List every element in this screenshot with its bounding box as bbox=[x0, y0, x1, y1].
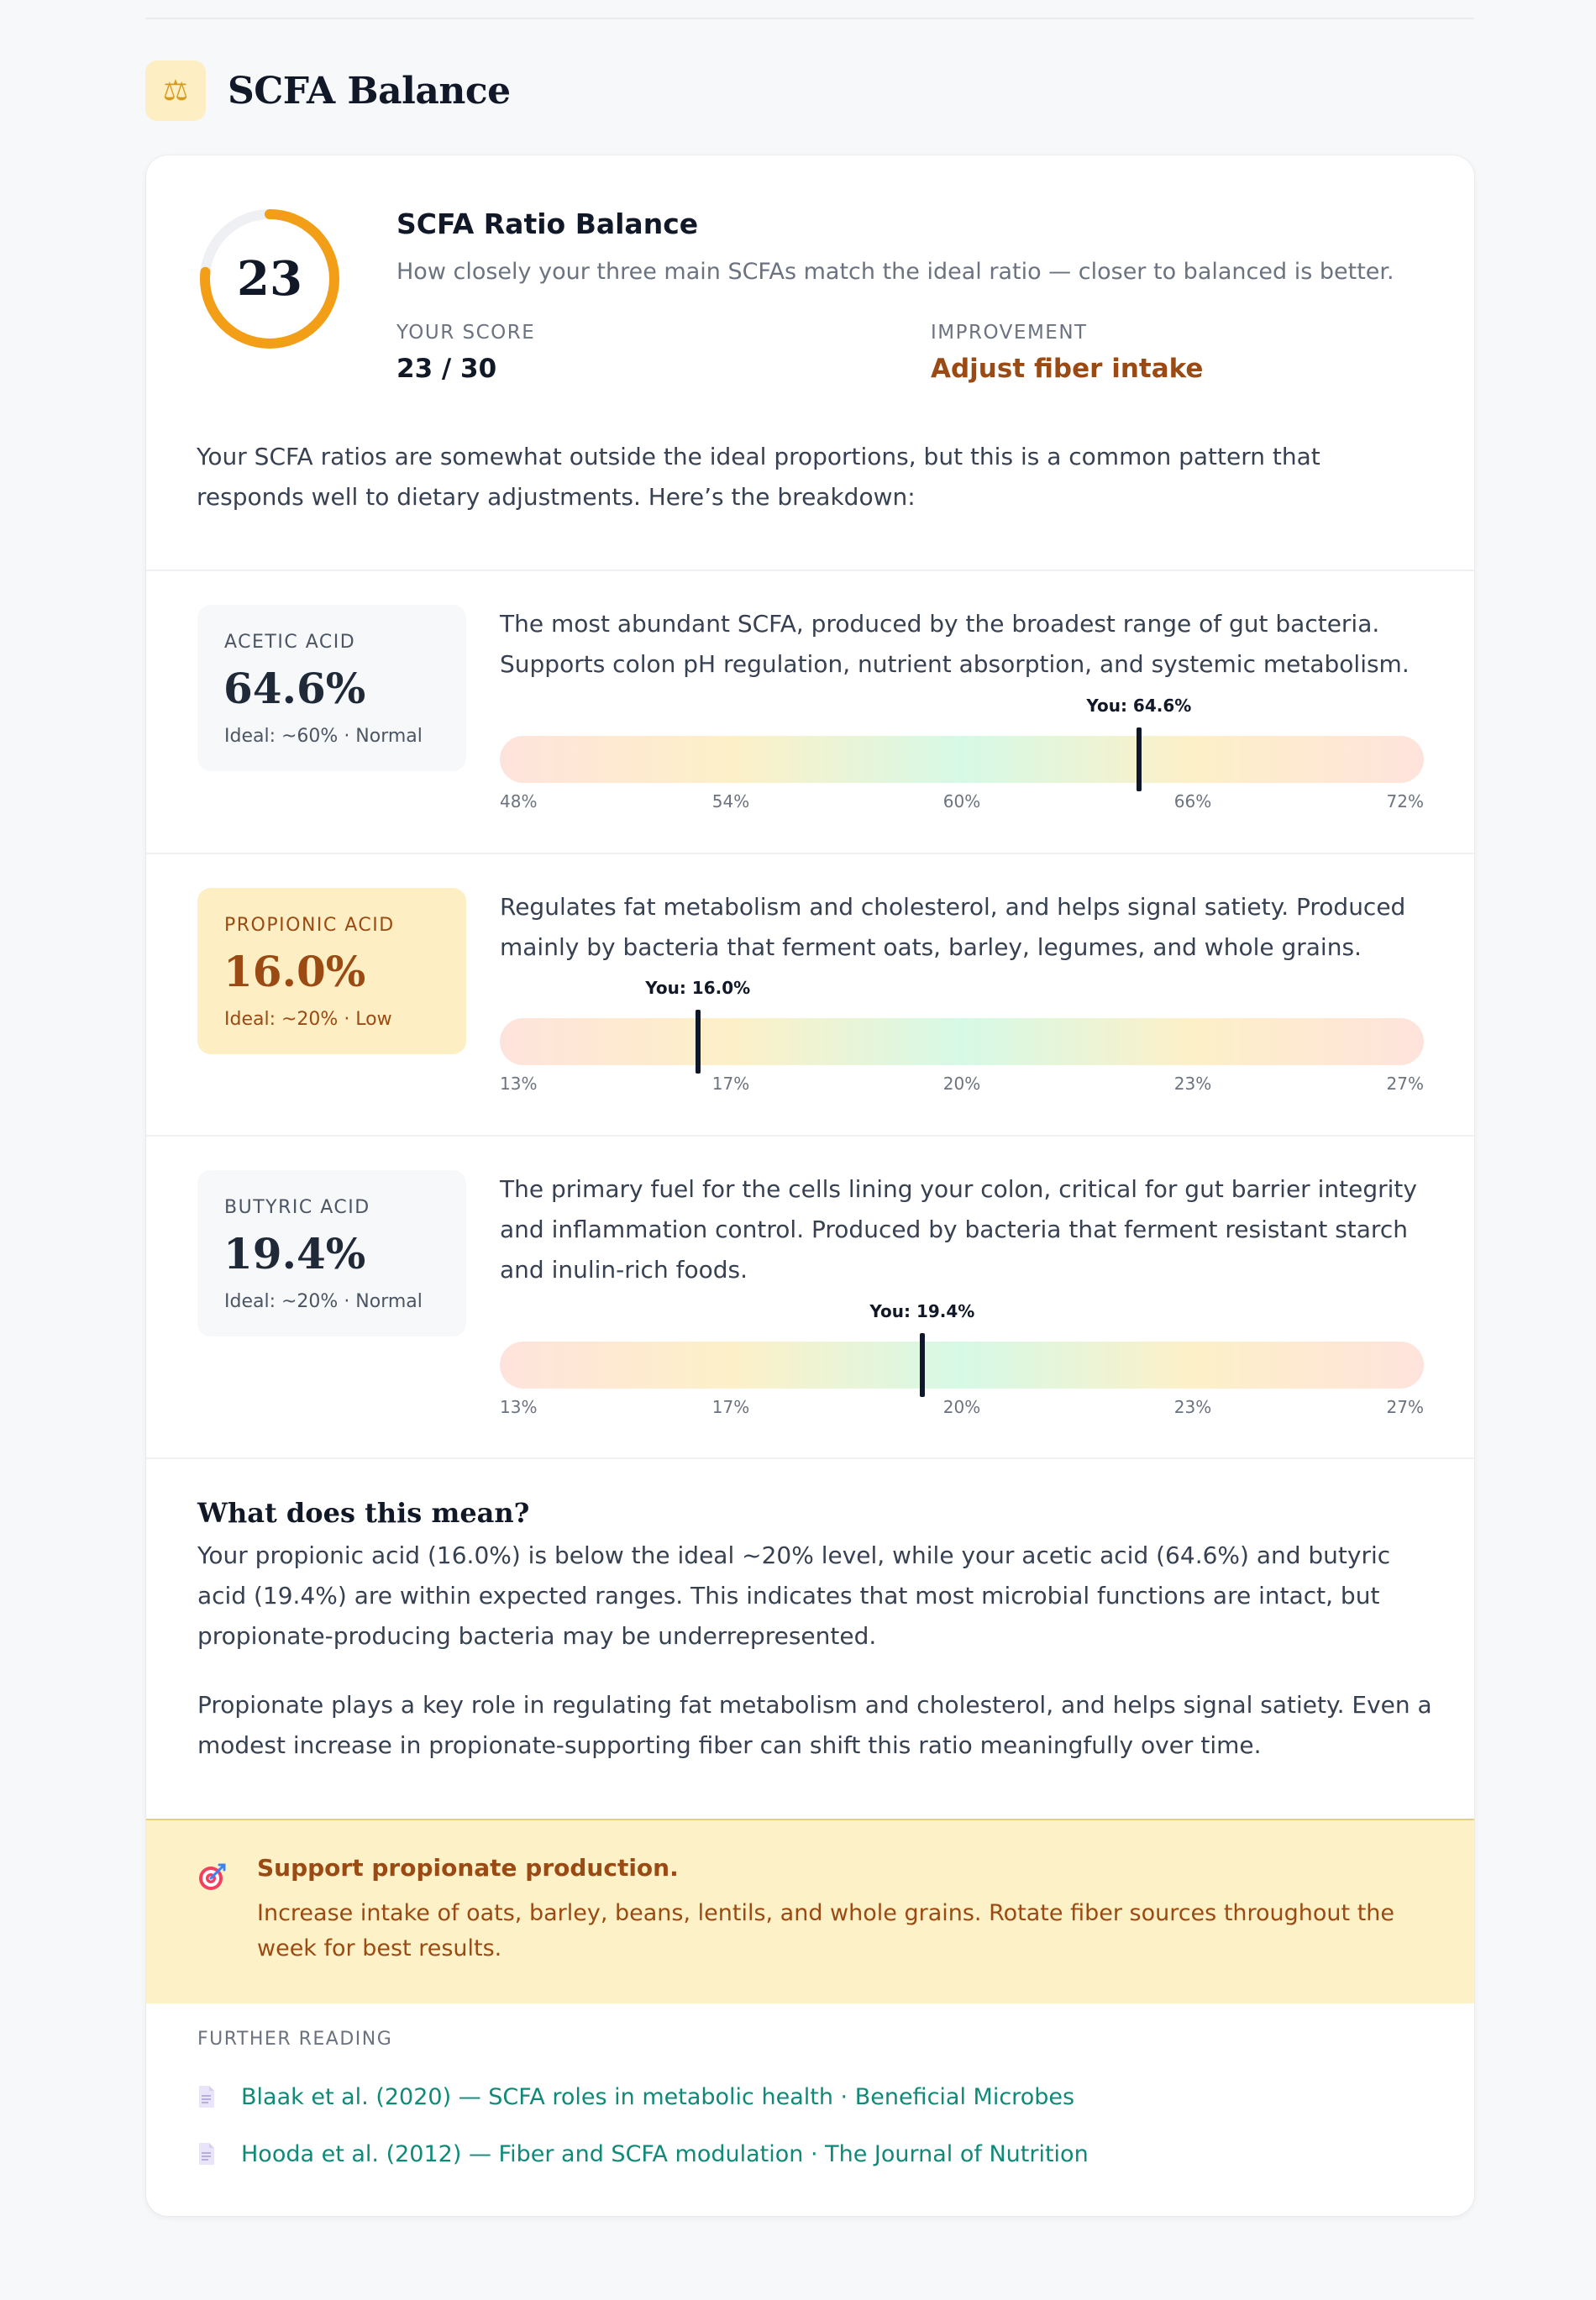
tick-label: 23% bbox=[1173, 1074, 1212, 1094]
butyric-acid-summary bbox=[197, 1170, 466, 1336]
acid-name: ACETIC ACID bbox=[224, 632, 356, 653]
reference-item[interactable] bbox=[197, 2080, 1074, 2114]
range-ticks bbox=[500, 1397, 1424, 1420]
range-ticks bbox=[500, 791, 1424, 815]
acetic-range-bar bbox=[500, 696, 1424, 783]
acetic-acid-summary bbox=[197, 605, 466, 771]
further-reading-label: FURTHER READING bbox=[197, 2029, 393, 2050]
tick-label: 20% bbox=[942, 1074, 981, 1094]
scfa-balance-card bbox=[146, 155, 1474, 2216]
acid-name: BUTYRIC ACID bbox=[224, 1197, 370, 1218]
scale-icon: ⚖ bbox=[145, 60, 206, 121]
section-title: SCFA Balance bbox=[228, 69, 511, 113]
butyric-range-bar bbox=[500, 1301, 1424, 1389]
divider bbox=[146, 1457, 1474, 1459]
callout-title: Support propionate production. bbox=[257, 1854, 679, 1882]
reference-link[interactable]: Hooda et al. (2012) — Fiber and SCFA modulation · The Journal of Nutrition bbox=[241, 2140, 1089, 2167]
tick-label: 48% bbox=[500, 791, 538, 811]
divider bbox=[146, 1135, 1474, 1137]
your-score-value: 23 / 30 bbox=[396, 354, 497, 384]
tick-label: 27% bbox=[1386, 1397, 1424, 1417]
improvement-value: Adjust fiber intake bbox=[931, 354, 1204, 384]
value-marker bbox=[696, 1010, 701, 1074]
metric-title: SCFA Ratio Balance bbox=[396, 207, 699, 240]
acid-ideal: Ideal: ~60% · Normal bbox=[224, 726, 423, 747]
reference-item[interactable] bbox=[197, 2137, 1089, 2171]
tick-label: 60% bbox=[942, 791, 981, 811]
tick-label: 17% bbox=[711, 1397, 750, 1417]
acid-description: The primary fuel for the cells lining your colon, critical for gut barrier integrity and inflammation control. Produced by bacteria that ferment resistant starch and inulin-rich foods. bbox=[500, 1175, 1417, 1284]
improvement-label: IMPROVEMENT bbox=[931, 322, 1088, 344]
your-score-label: YOUR SCORE bbox=[396, 322, 536, 344]
propionic-acid-summary bbox=[197, 888, 466, 1054]
tick-label: 13% bbox=[500, 1074, 538, 1094]
marker-label: You: 16.0% bbox=[645, 978, 751, 998]
value-marker bbox=[920, 1333, 925, 1397]
tick-label: 13% bbox=[500, 1397, 538, 1417]
acid-name: PROPIONIC ACID bbox=[224, 915, 395, 936]
tick-label: 20% bbox=[942, 1397, 981, 1417]
metric-description: How closely your three main SCFAs match the ideal ratio — closer to balanced is better. bbox=[396, 259, 1394, 285]
divider bbox=[146, 853, 1474, 854]
acid-description: Regulates fat metabolism and cholesterol, and helps signal satiety. Produced mainly by bacteria that ferment oats, barley, legumes, and whole grains. bbox=[500, 893, 1406, 961]
tick-label: 72% bbox=[1386, 791, 1424, 811]
intro-text: Your SCFA ratios are somewhat outside the ideal proportions, but this is a common pattern that responds well to dietary adjustments. Here’s the breakdown: bbox=[197, 443, 1320, 511]
acid-ideal: Ideal: ~20% · Normal bbox=[224, 1291, 423, 1312]
acid-ideal: Ideal: ~20% · Low bbox=[224, 1009, 392, 1030]
recommendation-callout bbox=[146, 1819, 1474, 2003]
acid-value: 16.0% bbox=[223, 947, 366, 996]
target-icon bbox=[197, 1862, 227, 1893]
meaning-paragraph: Your propionic acid (16.0%) is below the ideal ~20% level, while your acetic acid (64.6%) and butyric acid (19.4%) are within expected ranges. This indicates that most microbial functions are intact, but propionate-producing bacteria may be underrepresented. bbox=[197, 1541, 1391, 1650]
value-marker bbox=[1137, 727, 1142, 791]
callout-text: Increase intake of oats, barley, beans, lentils, and whole grains. Rotate fiber sources throughout the week for best results. bbox=[257, 1900, 1395, 1961]
marker-label: You: 64.6% bbox=[1086, 696, 1192, 716]
meaning-title: What does this mean? bbox=[197, 1497, 530, 1529]
score-ring-value: 23 bbox=[237, 251, 302, 307]
tick-label: 54% bbox=[711, 791, 750, 811]
divider bbox=[146, 570, 1474, 571]
tick-label: 66% bbox=[1173, 791, 1212, 811]
acid-value: 64.6% bbox=[223, 664, 366, 713]
tick-label: 27% bbox=[1386, 1074, 1424, 1094]
propionic-range-bar bbox=[500, 978, 1424, 1065]
tick-label: 23% bbox=[1173, 1397, 1212, 1417]
tick-label: 17% bbox=[711, 1074, 750, 1094]
acid-description: The most abundant SCFA, produced by the broadest range of gut bacteria. Supports colon pH regulation, nutrient absorption, and systemic metabolism. bbox=[500, 610, 1410, 678]
range-ticks bbox=[500, 1074, 1424, 1097]
document-icon bbox=[197, 2085, 216, 2108]
marker-label: You: 19.4% bbox=[869, 1301, 975, 1321]
meaning-paragraph: Propionate plays a key role in regulating fat metabolism and cholesterol, and helps signal satiety. Even a modest increase in propionate-supporting fiber can shift this ratio meaningfully over time. bbox=[197, 1691, 1432, 1759]
document-icon bbox=[197, 2142, 216, 2166]
acid-value: 19.4% bbox=[223, 1229, 366, 1279]
top-divider bbox=[145, 18, 1474, 19]
reference-link[interactable]: Blaak et al. (2020) — SCFA roles in metabolic health · Beneficial Microbes bbox=[241, 2083, 1075, 2110]
section-header bbox=[145, 60, 511, 121]
